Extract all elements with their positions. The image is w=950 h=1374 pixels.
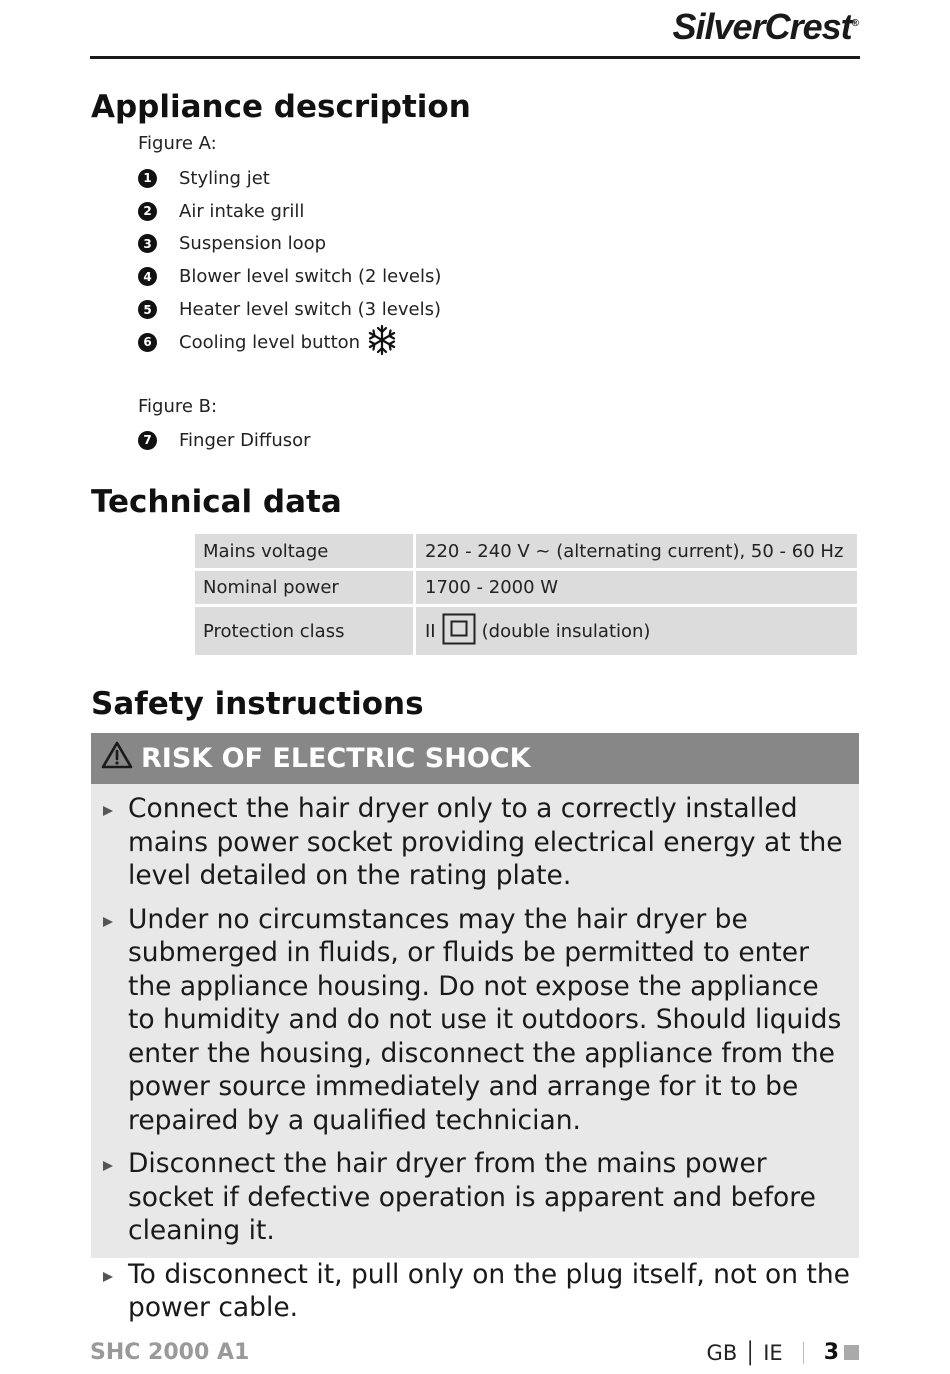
list-item [91,792,859,893]
table-cell-key: Nominal power [195,571,416,604]
brand-name: SilverCrest [672,6,852,47]
part-label: Blower level switch (2 levels) [179,266,442,288]
part-number-badge: 3 [138,234,157,253]
warning-box [91,733,859,1323]
figure-a-label: Figure A: [138,133,217,154]
appliance-description-title: Appliance description [91,89,471,125]
table-row [195,534,857,568]
footer-model: SHC 2000 A1 [90,1340,250,1365]
protection-class-value: (double insulation) [481,620,651,642]
figure-b-label: Figure B: [138,396,218,417]
snowflake-icon [366,324,398,361]
warning-triangle-icon [101,741,141,776]
brand-logo [673,6,858,48]
page-marker-square [844,1345,859,1360]
part-number-badge: 6 [138,333,157,352]
footer-languages: GB │ IE [706,1340,783,1365]
table-cell-key: Protection class [195,607,416,655]
part-number-badge: 2 [138,202,157,221]
part-number-badge: 5 [138,300,157,319]
table-cell-value: 1700 - 2000 W [416,571,857,604]
safety-text: To disconnect it, pull only on the plug itself, not on the power cable. [128,1258,850,1323]
part-label: Air intake grill [179,200,305,222]
part-number-badge: 4 [138,267,157,286]
part-item [138,424,311,457]
header-rule [90,56,860,59]
table-cell-key: Mains voltage [195,534,416,568]
part-number-badge: 7 [138,431,157,450]
part-number-badge: 1 [138,169,157,188]
warning-header [91,733,859,784]
figure-a-parts-list [138,162,441,359]
part-item [138,228,441,261]
table-cell-value [416,607,857,655]
page-number: 3 [823,1340,839,1365]
bullet-arrow-icon [103,917,113,927]
technical-data-table [195,531,857,658]
registered-mark: ® [851,18,858,29]
safety-list [91,784,859,1325]
list-item [91,1258,859,1325]
part-item [138,195,441,228]
figure-b-parts-list [138,424,311,457]
part-label: Suspension loop [179,233,327,255]
safety-text: Disconnect the hair dryer from the mains power socket if defective operation is apparent and before cleaning it. [128,1148,816,1246]
table-cell-value: 220 - 240 V ~ (alternating current), 50 - 60 Hz [416,534,857,568]
table-row [195,571,857,604]
part-item [138,293,441,326]
safety-text: Connect the hair dryer only to a correctly installed mains power socket providing electrical energy at the level detailed on the rating plate. [128,793,843,891]
double-insulation-icon [442,613,476,650]
bullet-arrow-icon [103,1161,113,1171]
warning-title: RISK OF ELECTRIC SHOCK [141,743,531,774]
bullet-arrow-icon [103,1272,113,1282]
table-row [195,607,857,655]
part-item [138,260,441,293]
part-label: Cooling level button [179,331,361,353]
part-label: Finger Diffusor [179,429,311,451]
list-item [91,903,859,1138]
safety-instructions-title: Safety instructions [91,686,424,722]
protection-class-prefix: II [425,620,436,642]
technical-data-title: Technical data [91,484,342,520]
footer-divider [803,1342,804,1364]
list-item [91,1147,859,1248]
part-label: Heater level switch (3 levels) [179,299,442,321]
footer-page-info [707,1340,859,1365]
safety-text: Under no circumstances may the hair dryer be submerged in fluids, or fluids be permitted to enter the appliance housing. Do not expose the appliance to humidity and do not use it outdoors. Should liquids enter the housing, disconnect the appliance from the power source immediately and arrange for it to be repaired by a qualified technician. [128,903,842,1136]
part-item [138,326,441,359]
part-item [138,162,441,195]
bullet-arrow-icon [103,806,113,816]
part-label: Styling jet [179,167,270,189]
